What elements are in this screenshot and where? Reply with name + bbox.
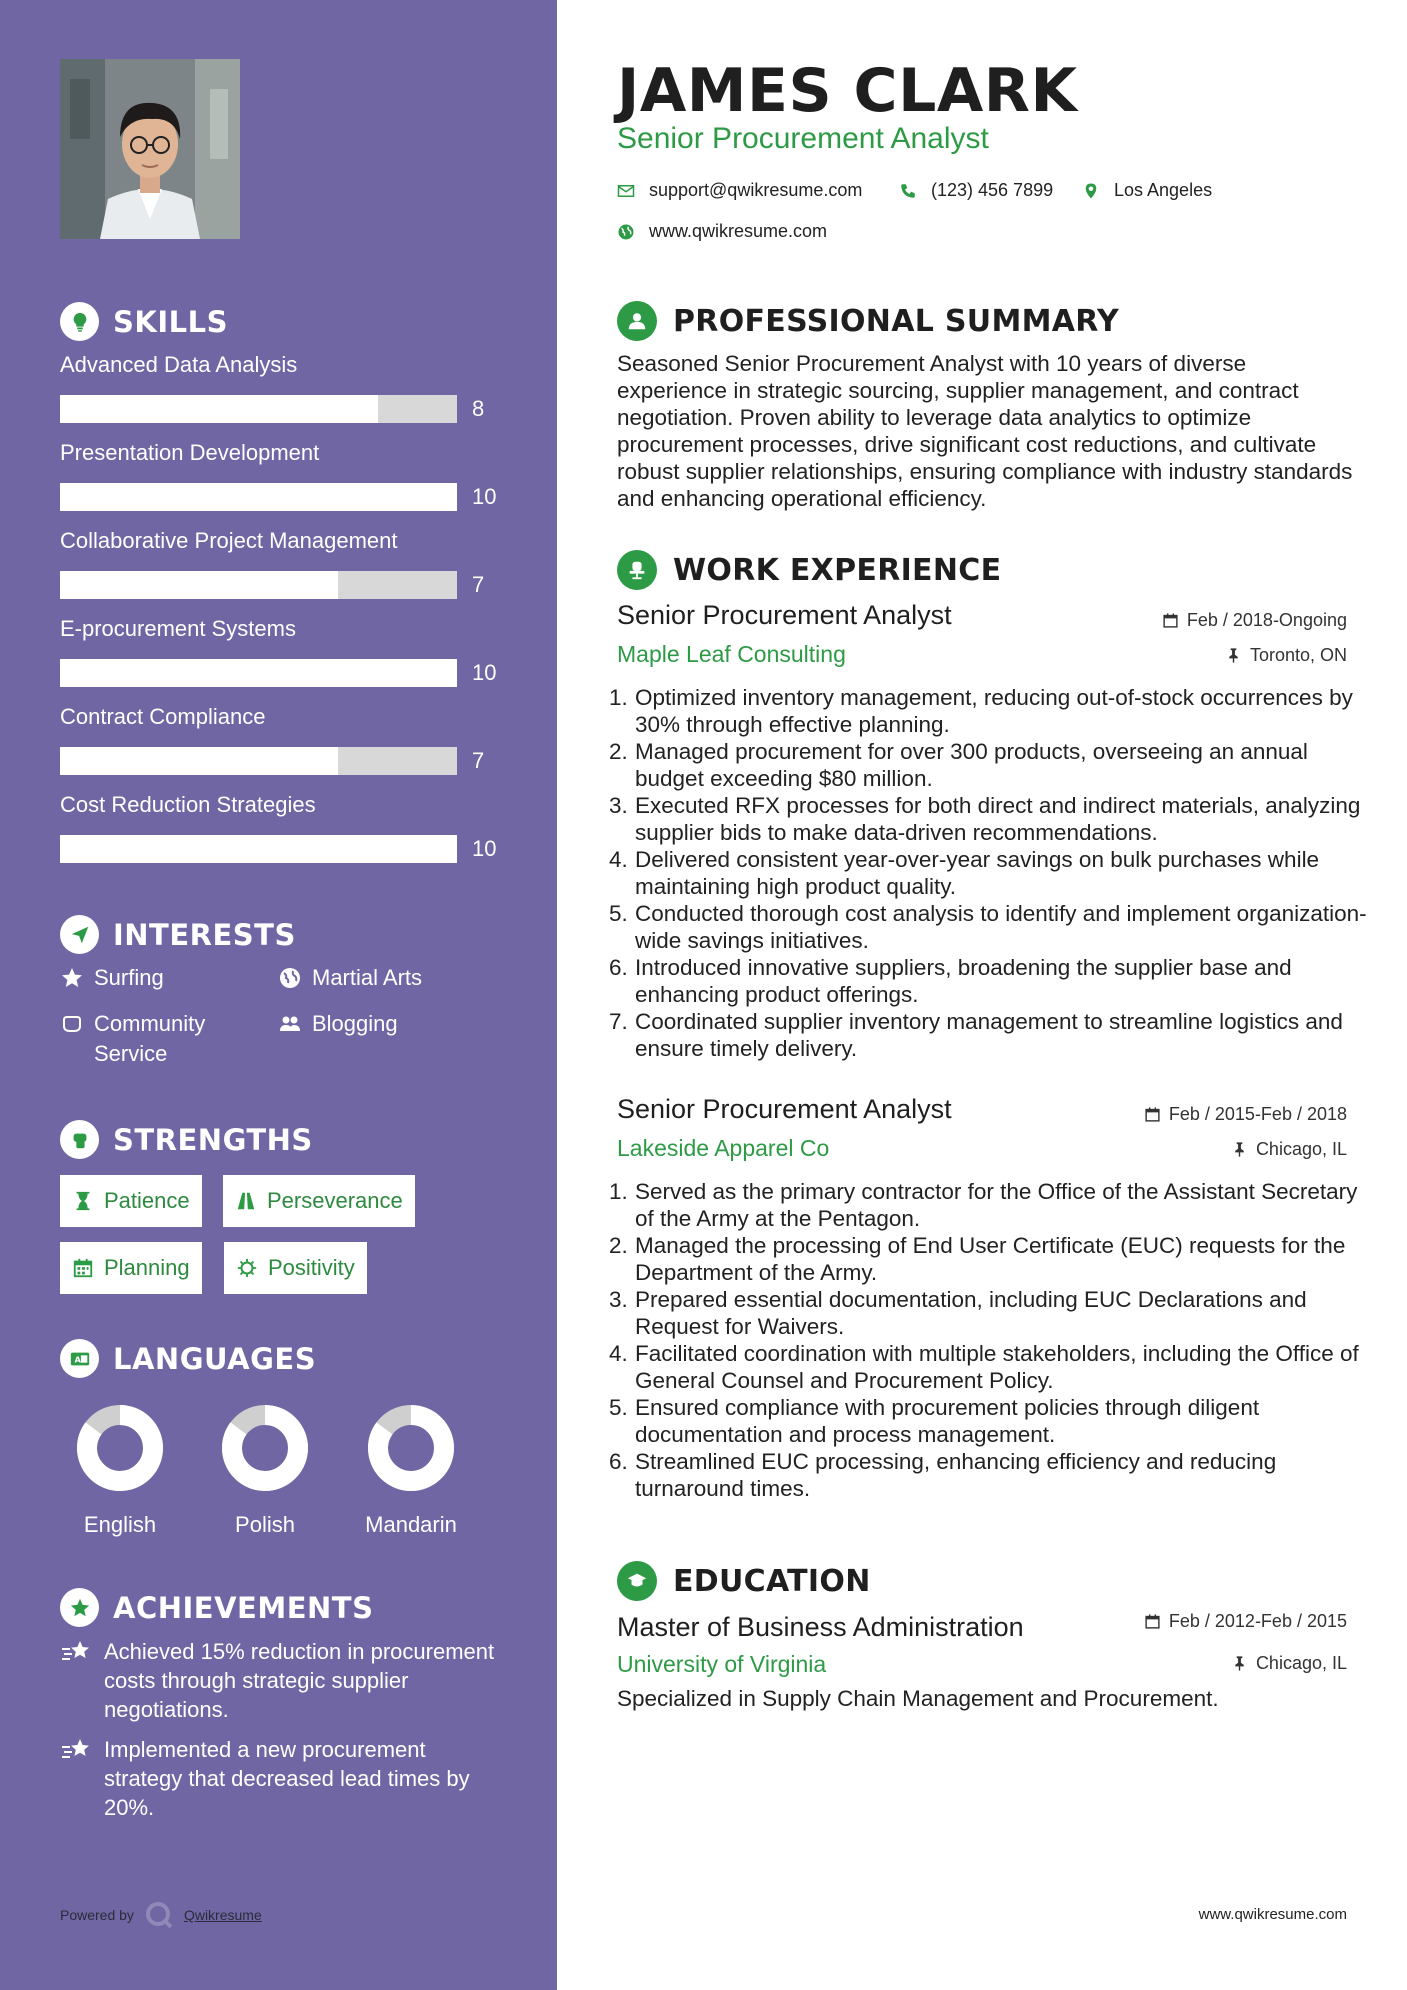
skill-name: Advanced Data Analysis	[60, 352, 298, 377]
education-description: Specialized in Supply Chain Management and Procurement.	[617, 1686, 1219, 1711]
candidate-role: Senior Procurement Analyst	[617, 122, 989, 155]
strength-label: Planning	[104, 1255, 190, 1280]
skill-value: 7	[472, 572, 485, 597]
skill-bar	[60, 747, 457, 775]
responsibility-text: Delivered consistent year-over-year savings on bulk purchases while maintaining high product quality.	[635, 847, 1320, 899]
road-icon	[235, 1190, 257, 1212]
skill-name: E-procurement Systems	[60, 616, 296, 641]
achievement-item	[60, 1637, 500, 1724]
skill-bar-fill	[60, 659, 457, 687]
degree-title: Master of Business Administration	[617, 1612, 1024, 1642]
skills-heading	[60, 302, 228, 341]
skill-item	[60, 526, 500, 597]
sun-icon	[236, 1257, 258, 1279]
skill-item	[60, 702, 500, 773]
qwikresume-logo-icon	[144, 1900, 174, 1930]
summary-text: Seasoned Senior Procurement Analyst with 10 years of diverse experience in strategic sourcing, supplier management, and contract negotiation. Proven ability to leverage data analytics to optimize procurement processes, drive significant cost reductions, and cultivate robust supplier relationships, ensuring compliance with industry standards and enhancing operational efficiency.	[617, 351, 1353, 511]
achievement-item	[60, 1735, 500, 1822]
responsibility-text: Conducted thorough cost analysis to identify and implement organization-wide savings initiatives.	[635, 901, 1367, 953]
responsibility-text: Served as the primary contractor for the Office of the Assistant Secretary of the Army at the Pentagon.	[635, 1179, 1358, 1231]
responsibility-text: Facilitated coordination with multiple stakeholders, including the Office of General Counsel and Procurement Policy.	[635, 1341, 1359, 1393]
language-donut	[368, 1405, 454, 1491]
job-location-text: Toronto, ON	[1249, 645, 1347, 665]
contact-email	[617, 180, 862, 201]
skill-bar-fill	[60, 395, 378, 423]
responsibility-text: Streamlined EUC processing, enhancing efficiency and reducing turnaround times.	[635, 1449, 1277, 1501]
school-name: University of Virginia	[617, 1651, 827, 1677]
responsibility-text: Coordinated supplier inventory management to streamline logistics and ensure timely delivery.	[635, 1009, 1343, 1061]
calendar-icon	[1144, 1613, 1161, 1630]
language-icon	[60, 1339, 99, 1378]
job-title: Senior Procurement Analyst	[617, 1094, 952, 1124]
pushpin-icon	[1225, 647, 1242, 664]
job-location-text: Chicago, IL	[1255, 1139, 1347, 1159]
footer-website[interactable]: www.qwikresume.com	[1198, 1906, 1347, 1923]
interest-item	[278, 963, 422, 993]
language-donut	[222, 1405, 308, 1491]
skill-bar	[60, 659, 457, 687]
responsibility-item: 2. Managed procurement for over 300 products, overseeing an annual budget exceeding $80 million.	[609, 739, 1308, 791]
main-content	[557, 0, 1407, 1990]
skill-item	[60, 790, 500, 861]
graduation-icon	[617, 1561, 657, 1601]
phone-icon	[899, 182, 917, 200]
interest-item	[278, 1009, 398, 1039]
job-location	[1225, 645, 1347, 666]
powered-by-brand-link[interactable]: Qwikresume	[183, 1907, 262, 1923]
job-location	[1231, 1139, 1347, 1160]
job-responsibilities	[609, 1178, 1377, 1502]
sidebar	[0, 0, 557, 1990]
shooting-star-icon	[60, 1737, 94, 1765]
contact-website	[617, 221, 827, 242]
strength-label: Patience	[104, 1188, 190, 1213]
skill-name: Contract Compliance	[60, 704, 266, 729]
contact-phone	[899, 180, 1053, 201]
lightbulb-icon	[60, 302, 99, 341]
interest-label: Blogging	[312, 1011, 398, 1036]
skill-bar-fill	[60, 571, 338, 599]
language-donut	[77, 1405, 163, 1491]
education-title: EDUCATION	[673, 1563, 871, 1599]
skill-name: Collaborative Project Management	[60, 528, 398, 553]
responsibility-item: 4. Facilitated coordination with multiple stakeholders, including the Office of General Counsel and Procurement Policy.	[609, 1341, 1359, 1393]
responsibility-item: 2. Managed the processing of End User Certificate (EUC) requests for the Department of the Army.	[609, 1233, 1346, 1285]
skill-name: Cost Reduction Strategies	[60, 792, 316, 817]
map-pin-icon	[1082, 182, 1100, 200]
strength-badge	[224, 1242, 367, 1294]
responsibility-item: 3. Prepared essential documentation, including EUC Declarations and Request for Waivers.	[609, 1287, 1307, 1339]
education-dates-text: Feb / 2012-Feb / 2015	[1168, 1611, 1347, 1631]
globe-icon	[278, 966, 302, 990]
strength-label: Positivity	[268, 1255, 355, 1280]
languages-heading	[60, 1339, 316, 1378]
responsibility-item: 7. Coordinated supplier inventory management to streamline logistics and ensure timely delivery.	[609, 1009, 1343, 1061]
job-responsibilities	[609, 684, 1377, 1062]
contact-location	[1082, 180, 1212, 201]
skill-value: 10	[472, 660, 497, 685]
interest-label: Martial Arts	[312, 965, 423, 990]
skill-item	[60, 438, 500, 509]
paper-plane-icon	[60, 915, 99, 954]
interests-heading	[60, 915, 296, 954]
experience-title: WORK EXPERIENCE	[673, 552, 1002, 588]
skills-title: SKILLS	[113, 304, 228, 339]
company-name: Maple Leaf Consulting	[617, 641, 846, 667]
job-dates-text: Feb / 2015-Feb / 2018	[1168, 1104, 1347, 1124]
responsibility-item: 1. Served as the primary contractor for the Office of the Assistant Secretary of the Army at the Pentagon.	[609, 1179, 1358, 1231]
powered-by	[60, 1900, 262, 1930]
job-title: Senior Procurement Analyst	[617, 600, 952, 630]
responsibility-item: 4. Delivered consistent year-over-year savings on bulk purchases while maintaining high product quality.	[609, 847, 1320, 899]
calendar-icon	[1162, 612, 1179, 629]
skill-bar-fill	[60, 483, 457, 511]
education-location	[1231, 1653, 1347, 1674]
skill-item	[60, 350, 500, 421]
interest-item	[60, 963, 164, 993]
experience-heading	[617, 550, 1001, 590]
skill-value: 8	[472, 396, 485, 421]
achievement-text: Implemented a new procurement strategy that decreased lead times by 20%.	[104, 1737, 470, 1820]
skill-bar	[60, 483, 457, 511]
responsibility-text: Prepared essential documentation, including EUC Declarations and Request for Waivers.	[635, 1287, 1307, 1339]
job-dates-text: Feb / 2018-Ongoing	[1186, 610, 1347, 630]
calendar-icon	[1144, 1106, 1161, 1123]
responsibility-text: Optimized inventory management, reducing out-of-stock occurrences by 30% through effective planning.	[635, 685, 1353, 737]
responsibility-item: 5. Conducted thorough cost analysis to identify and implement organization-wide savings initiatives.	[609, 901, 1367, 953]
language-name: English	[83, 1512, 157, 1537]
job-dates	[1144, 1104, 1347, 1125]
strengths-title: STRENGTHS	[113, 1122, 313, 1157]
company-name: Lakeside Apparel Co	[617, 1135, 830, 1161]
award-star-icon	[60, 1588, 99, 1627]
responsibility-text: Introduced innovative suppliers, broadening the supplier base and enhancing product offerings.	[635, 955, 1292, 1007]
summary-heading	[617, 301, 1119, 341]
website-text[interactable]: www.qwikresume.com	[649, 221, 828, 241]
hourglass-icon	[72, 1190, 94, 1212]
skill-value: 10	[472, 836, 497, 861]
office-chair-icon	[617, 550, 657, 590]
interest-item	[60, 1009, 250, 1069]
language-item	[50, 1405, 190, 1538]
skill-bar-fill	[60, 835, 457, 863]
location-text: Los Angeles	[1114, 180, 1213, 200]
responsibility-text: Managed the processing of End User Certificate (EUC) requests for the Department of the Army.	[635, 1233, 1346, 1285]
achievement-text: Achieved 15% reduction in procurement costs through strategic supplier negotiations.	[104, 1639, 495, 1722]
interest-label: Surfing	[94, 965, 164, 990]
fist-icon	[60, 1120, 99, 1159]
language-name: Mandarin	[365, 1512, 457, 1537]
users-icon	[278, 1012, 302, 1036]
language-name: Polish	[235, 1512, 295, 1537]
achievements-title: ACHIEVEMENTS	[113, 1590, 374, 1625]
skill-value: 7	[472, 748, 485, 773]
skill-bar-fill	[60, 747, 338, 775]
interest-label: Community Service	[94, 1011, 206, 1066]
calendar-icon	[72, 1257, 94, 1279]
pushpin-icon	[1231, 1141, 1248, 1158]
education-dates	[1144, 1611, 1347, 1632]
language-item	[341, 1405, 481, 1538]
star-icon	[60, 966, 84, 990]
responsibility-item: 6. Introduced innovative suppliers, broadening the supplier base and enhancing product offerings.	[609, 955, 1292, 1007]
phone-text[interactable]: (123) 456 7899	[931, 180, 1054, 200]
strengths-heading	[60, 1120, 313, 1159]
interests-title: INTERESTS	[113, 917, 296, 952]
email-text[interactable]: support@qwikresume.com	[649, 180, 863, 200]
job-dates	[1162, 610, 1347, 631]
skill-item	[60, 614, 500, 685]
strength-badge	[60, 1175, 202, 1227]
strength-label: Perseverance	[267, 1188, 403, 1213]
svg-text:A: A	[74, 1354, 81, 1365]
languages-title: LANGUAGES	[113, 1341, 317, 1376]
responsibility-item: 5. Ensured compliance with procurement policies through diligent documentation and process management.	[609, 1395, 1260, 1447]
user-icon	[617, 301, 657, 341]
responsibility-text: Ensured compliance with procurement policies through diligent documentation and process management.	[635, 1395, 1260, 1447]
globe-icon	[617, 223, 635, 241]
education-heading	[617, 1561, 871, 1601]
skill-name: Presentation Development	[60, 440, 320, 465]
powered-by-label: Powered by	[60, 1907, 134, 1923]
skill-bar	[60, 571, 457, 599]
responsibility-item: 1. Optimized inventory management, reducing out-of-stock occurrences by 30% through effective planning.	[609, 685, 1353, 737]
shooting-star-icon	[60, 1639, 94, 1667]
hand-icon	[60, 1012, 84, 1036]
responsibility-text: Executed RFX processes for both direct and indirect materials, analyzing supplier bids to make data-driven recommendations.	[635, 793, 1361, 845]
summary-title: PROFESSIONAL SUMMARY	[673, 303, 1120, 339]
skill-bar	[60, 835, 457, 863]
responsibility-item: 6. Streamlined EUC processing, enhancing efficiency and reducing turnaround times.	[609, 1449, 1277, 1501]
skill-bar	[60, 395, 457, 423]
responsibility-text: Managed procurement for over 300 products, overseeing an annual budget exceeding $80 million.	[635, 739, 1308, 791]
strength-badge	[223, 1175, 415, 1227]
candidate-name: JAMES CLARK	[617, 56, 1078, 126]
pushpin-icon	[1231, 1655, 1248, 1672]
responsibility-item: 3. Executed RFX processes for both direct and indirect materials, analyzing supplier bids to make data-driven recommendations.	[609, 793, 1361, 845]
achievements-heading	[60, 1588, 373, 1627]
skill-value: 10	[472, 484, 497, 509]
profile-photo	[60, 59, 240, 239]
language-item	[195, 1405, 335, 1538]
education-location-text: Chicago, IL	[1255, 1653, 1347, 1673]
strength-badge	[60, 1242, 202, 1294]
envelope-icon	[617, 182, 635, 200]
